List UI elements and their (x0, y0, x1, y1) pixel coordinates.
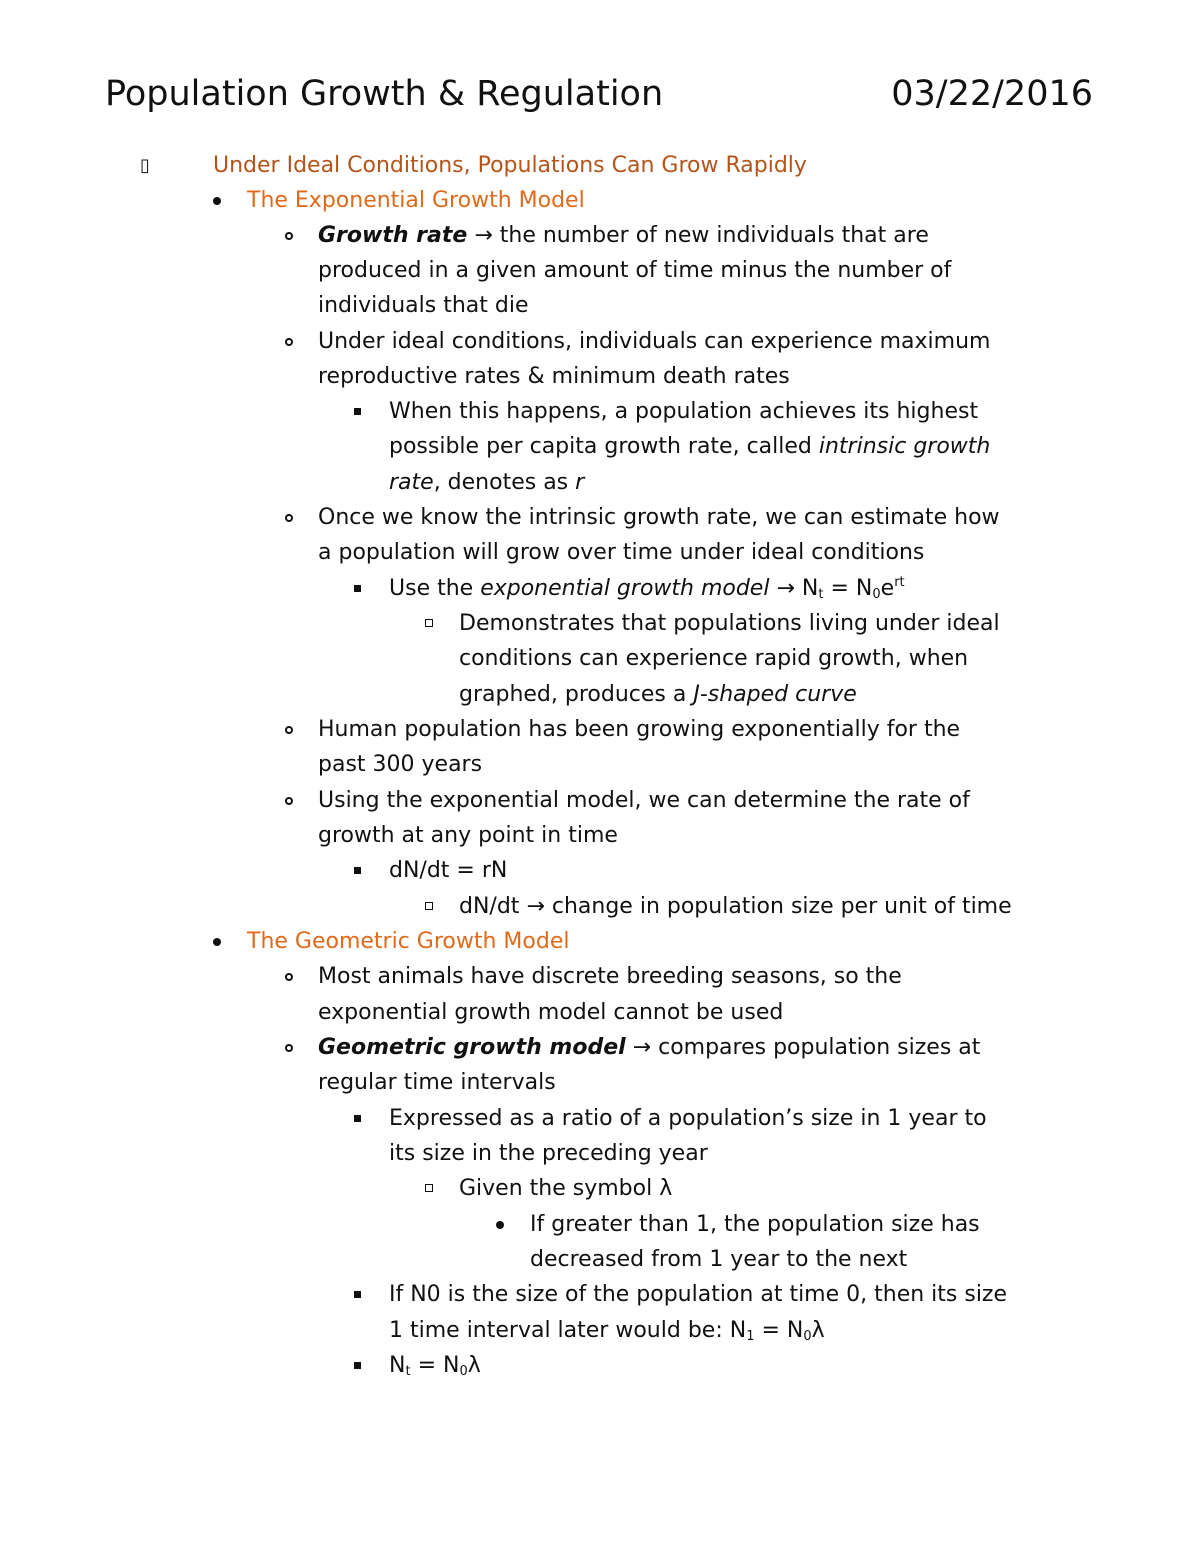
nt-sub-0: 0 (459, 1364, 468, 1379)
denotes-text: , denotes as (433, 470, 576, 495)
bullet-square-icon (354, 1115, 361, 1122)
growth-rate-def: the number of new individuals that are (499, 223, 929, 248)
missing-glyph-icon: ▯ (140, 155, 150, 176)
demo-line-3-text: graphed, produces a (459, 682, 694, 707)
ideal-line-2: reproductive rates & minimum death rates (318, 364, 790, 389)
bullet-hollow-square-icon (425, 902, 433, 910)
demo-line-2: conditions can experience rapid growth, when (459, 646, 969, 671)
formula-e: e (880, 576, 895, 601)
n0-sub-0: 0 (803, 1329, 812, 1344)
nt-sub-t: t (405, 1364, 411, 1379)
lambda-symbol: λ (467, 1353, 481, 1378)
document-title: Population Growth & Regulation (105, 74, 664, 114)
dndt-def: change in population size per unit of time (551, 894, 1012, 919)
bullet-square-icon (354, 585, 361, 592)
n0-eq: = N (754, 1318, 804, 1343)
document-date: 03/22/2016 (891, 74, 1093, 114)
bullet-circle-icon (285, 1044, 293, 1052)
when-line-2 (389, 429, 990, 464)
greater-line-1: If greater than 1, the population size has (530, 1212, 980, 1237)
use-text: Use the (389, 576, 481, 601)
when-line-1: When this happens, a population achieves its highest (389, 399, 979, 424)
using-line-2: growth at any point in time (318, 823, 618, 848)
bullet-dot-icon (213, 938, 221, 946)
when-line-3 (389, 465, 584, 500)
lambda-symbol: λ (811, 1318, 825, 1343)
n0-line-2 (389, 1313, 825, 1348)
bullet-square-icon (354, 1362, 361, 1369)
using-line-1: Using the exponential model, we can determine the rate of (318, 788, 970, 813)
nt-eq: = N (410, 1353, 460, 1378)
right-arrow-icon: → (632, 1035, 652, 1060)
ratio-line-1: Expressed as a ratio of a population’s size in 1 year to (389, 1106, 987, 1131)
bullet-circle-icon (285, 797, 293, 805)
human-line-2: past 300 years (318, 752, 483, 777)
growth-rate-line-2: produced in a given amount of time minus the number of (318, 258, 952, 283)
exponential-formula (802, 576, 905, 601)
bullet-circle-icon (285, 514, 293, 522)
bullet-square-icon (354, 867, 361, 874)
formula-sup-rt: rt (894, 575, 905, 590)
geo-line-2: regular time intervals (318, 1070, 556, 1095)
j-curve-term: J-shaped curve (693, 682, 857, 707)
r-symbol: r (575, 470, 585, 495)
n0-line-2-text: 1 time interval later would be: N (389, 1318, 747, 1343)
exponential-model-term: exponential growth model (480, 576, 770, 601)
geo-model-item (318, 1030, 980, 1065)
intrinsic-growth-term: intrinsic growth (818, 434, 991, 459)
bullet-circle-icon (285, 973, 293, 981)
geometric-model-term: Geometric growth model (318, 1035, 626, 1060)
bullet-circle-icon (285, 338, 293, 346)
growth-rate-term: Growth rate (318, 223, 468, 248)
dndt-definition (459, 889, 1012, 924)
formula-sub-t: t (818, 587, 824, 602)
bullet-hollow-square-icon (425, 619, 433, 627)
symbol-line: Given the symbol λ (459, 1176, 673, 1201)
most-line-1: Most animals have discrete breeding seasons, so the (318, 964, 902, 989)
formula-sub-0: 0 (872, 587, 881, 602)
ratio-line-2: its size in the preceding year (389, 1141, 708, 1166)
formula-eq: = N (823, 576, 873, 601)
when-line-2-text: possible per capita growth rate, called (389, 434, 819, 459)
dndt-term: dN/dt (459, 894, 520, 919)
exponential-heading: The Exponential Growth Model (247, 188, 585, 213)
ideal-line-1: Under ideal conditions, individuals can experience maximum (318, 329, 991, 354)
nt-n: N (389, 1353, 406, 1378)
bullet-square-icon (354, 1291, 361, 1298)
bullet-dot-icon (496, 1221, 504, 1229)
right-arrow-icon: → (526, 894, 545, 919)
n0-line-1: If N0 is the size of the population at time 0, then its size (389, 1282, 1008, 1307)
section-heading: Under Ideal Conditions, Populations Can Grow Rapidly (213, 153, 807, 178)
most-line-2: exponential growth model cannot be used (318, 1000, 784, 1025)
title-row (105, 70, 1093, 120)
bullet-square-icon (354, 408, 361, 415)
n0-sub-1: 1 (746, 1329, 755, 1344)
bullet-dot-icon (213, 197, 221, 205)
bullet-circle-icon (285, 726, 293, 734)
rate-term: rate (389, 470, 434, 495)
bullet-circle-icon (285, 232, 293, 240)
right-arrow-icon: → (776, 576, 795, 601)
geometric-heading: The Geometric Growth Model (247, 929, 570, 954)
bullet-hollow-square-icon (425, 1184, 433, 1192)
nt-formula (389, 1348, 481, 1383)
demo-line-1: Demonstrates that populations living under ideal (459, 611, 1000, 636)
once-line-2: a population will grow over time under ideal conditions (318, 540, 925, 565)
human-line-1: Human population has been growing exponentially for the (318, 717, 961, 742)
demo-line-3 (459, 677, 857, 712)
once-line-1: Once we know the intrinsic growth rate, we can estimate how (318, 505, 1000, 530)
growth-rate-line-3: individuals that die (318, 293, 529, 318)
use-model-line (389, 571, 905, 606)
growth-rate-item (318, 218, 929, 253)
greater-line-2: decreased from 1 year to the next (530, 1247, 908, 1272)
formula-n: N (801, 576, 819, 601)
right-arrow-icon: → (474, 223, 493, 248)
dndt-equation: dN/dt = rN (389, 858, 508, 883)
geo-def: compares population sizes at (658, 1035, 981, 1060)
